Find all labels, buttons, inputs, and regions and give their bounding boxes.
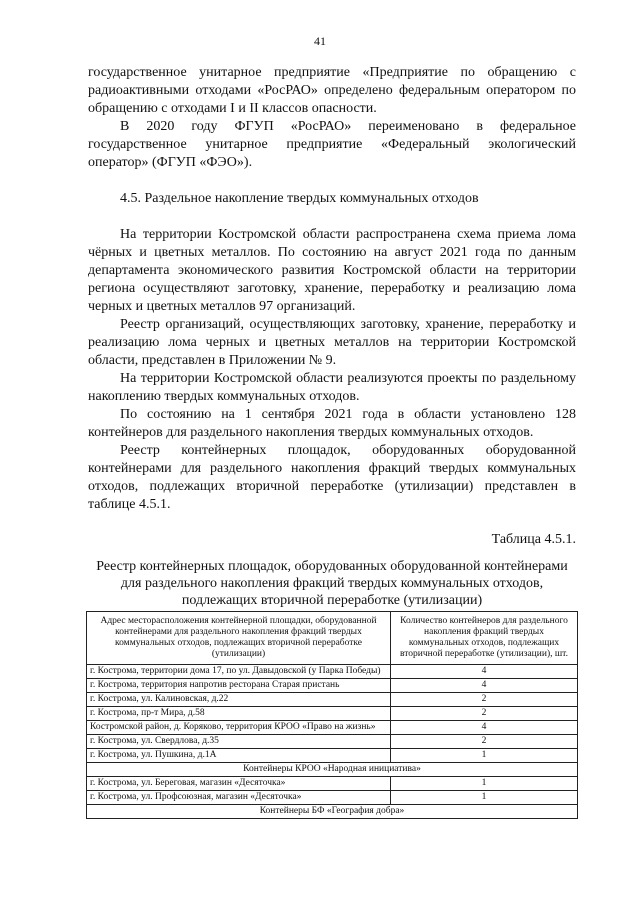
table-row (87, 721, 578, 735)
cell-address: г. Кострома, ул. Калиновская, д.22 (87, 693, 391, 707)
group-header-narodnaya: Контейнеры КРОО «Народная инициатива» (87, 763, 578, 777)
group-header-geografiya: Контейнеры БФ «География добра» (87, 805, 578, 819)
cell-count: 4 (391, 721, 578, 735)
table-row (87, 735, 578, 749)
table-title: Реестр контейнерных площадок, оборудованных оборудованной контейнерами для раздельного накопления фракций твердых коммунальных отходов, подлежащих вторичной переработке (утилизации) (96, 559, 568, 608)
table-label: Таблица 4.5.1. (491, 532, 576, 547)
paragraph-metal-registry: Реестр организаций, осуществляющих заготовку, хранение, переработку и реализацию лома черных и цветных металлов на территории Костромской области, представлен в Приложении № 9. (88, 317, 576, 368)
table-header-row (87, 612, 578, 665)
header-address: Адрес месторасположения контейнерной площадки, оборудованной контейнерами для раздельного накопления фракций твердых коммунальных отходов, подлежащих вторичной переработке (утилизации) (87, 612, 391, 665)
cell-count: 2 (391, 707, 578, 721)
paragraph-registry-reference: Реестр контейнерных площадок, оборудованных оборудованной контейнерами для раздельного накопления фракций твердых коммунальных отходов, подлежащих вторичной переработке (утилизации) представлен в таблице 4.5.1. (88, 443, 576, 512)
paragraph-separate-projects: На территории Костромской области реализуются проекты по раздельному накоплению твердых коммунальных отходов. (88, 371, 576, 404)
cell-count: 2 (391, 735, 578, 749)
cell-count: 2 (391, 693, 578, 707)
table-row (87, 693, 578, 707)
cell-address: г. Кострома, территория напротив ресторана Старая пристань (87, 679, 391, 693)
table-row (87, 707, 578, 721)
cell-address: г. Кострома, ул. Береговая, магазин «Десяточка» (87, 777, 391, 791)
table-row (87, 665, 578, 679)
cell-count: 4 (391, 665, 578, 679)
cell-count: 1 (391, 791, 578, 805)
cell-address: Костромской район, д. Коряково, территория КРОО «Право на жизнь» (87, 721, 391, 735)
cell-address: г. Кострома, пр-т Мира, д.58 (87, 707, 391, 721)
cell-count: 1 (391, 749, 578, 763)
cell-count: 1 (391, 777, 578, 791)
paragraph-containers-count: По состоянию на 1 сентября 2021 года в области установлено 128 контейнеров для раздельного накопления твердых коммунальных отходов. (88, 407, 576, 440)
cell-count: 4 (391, 679, 578, 693)
paragraph-rosrao-rename: В 2020 году ФГУП «РосРАО» переименовано в федеральное государственное унитарное предприятие «Федеральный экологический оператор» (ФГУП «ФЭО»). (88, 119, 576, 170)
header-count: Количество контейнеров для раздельного накопления фракций твердых коммунальных отходов, подлежащих вторичной переработке (утилизации), шт. (391, 612, 578, 665)
table-row (87, 749, 578, 763)
table-row (87, 777, 578, 791)
paragraph-metal-scheme: На территории Костромской области распространена схема приема лома чёрных и цветных металлов. По состоянию на август 2021 года по данным департамента экономического развития Костромской области на территории региона осуществляют заготовку, хранение, переработку и реализацию лома черных и цветных металлов 97 организаций. (88, 227, 576, 314)
cell-address: г. Кострома, ул. Пушкина, д.1А (87, 749, 391, 763)
table-row (87, 679, 578, 693)
page-number: 41 (314, 34, 326, 48)
table-group-row (87, 763, 578, 777)
cell-address: г. Кострома, ул. Свердлова, д.35 (87, 735, 391, 749)
document-body (88, 64, 576, 819)
cell-address: г. Кострома, ул. Профсоюзная, магазин «Десяточка» (87, 791, 391, 805)
table-group-row (87, 805, 578, 819)
cell-address: г. Кострома, территории дома 17, по ул. Давыдовской (у Парка Победы) (87, 665, 391, 679)
table-row (87, 791, 578, 805)
section-heading: 4.5. Раздельное накопление твердых коммунальных отходов (120, 191, 479, 206)
containers-table (86, 611, 578, 819)
paragraph-rosrao-operator: государственное унитарное предприятие «Предприятие по обращению с радиоактивными отходами «РосРАО» определено федеральным оператором по обращению с отходами I и II классов опасности. (88, 65, 576, 116)
